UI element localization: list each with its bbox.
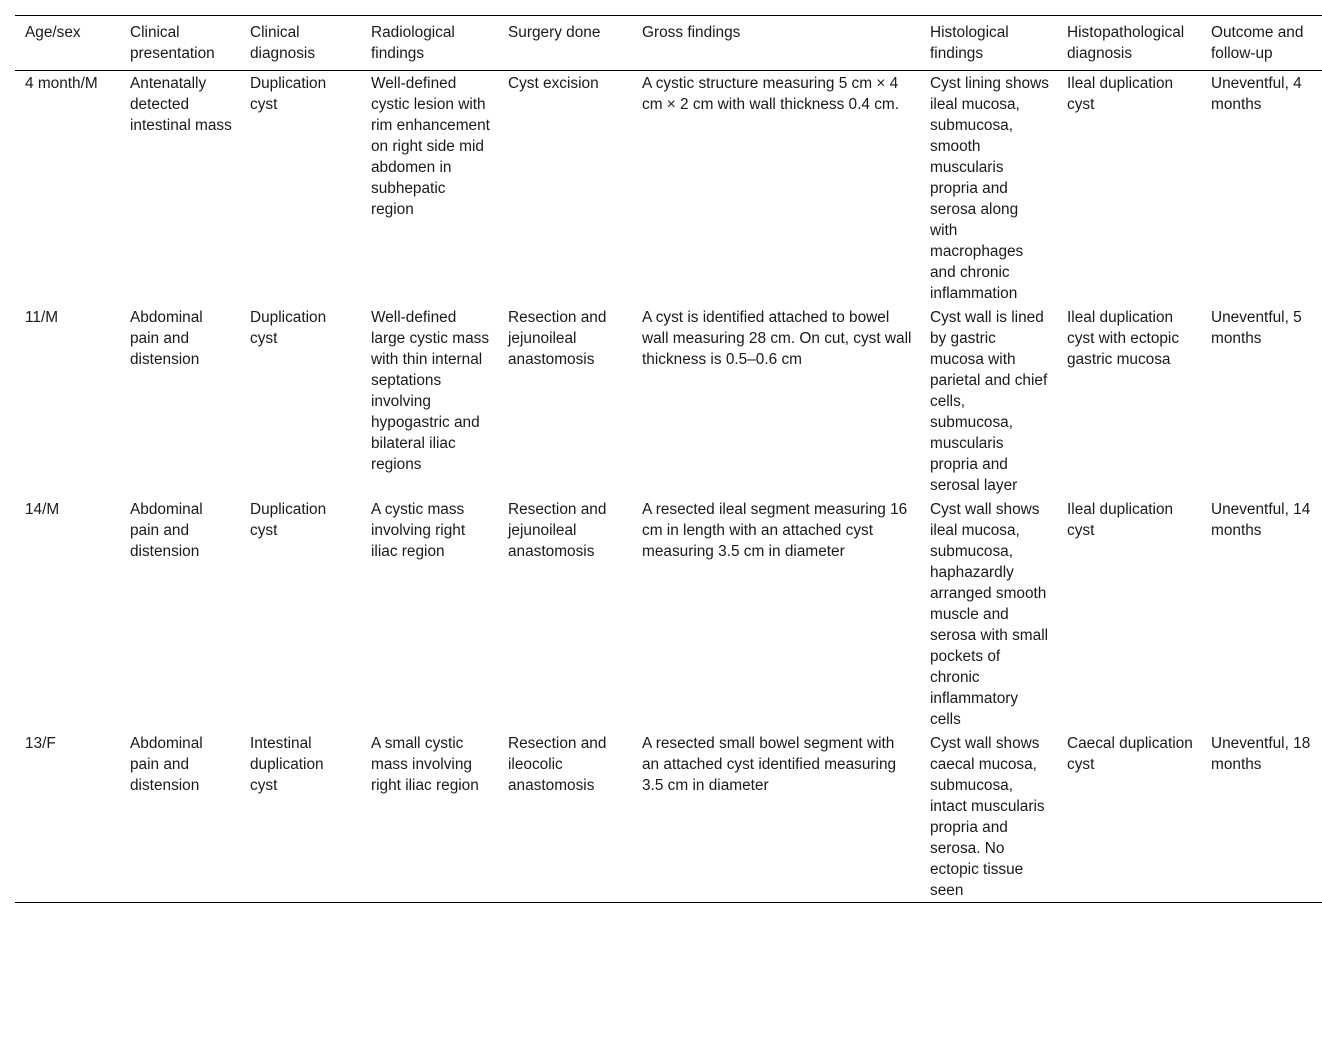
table-cell: A cystic structure measuring 5 cm × 4 cm × 2 cm with wall thickness 0.4 cm. [642, 75, 900, 113]
header-cell-gross-findings: Gross findings [642, 24, 741, 41]
table-cell: A cyst is identified attached to bowel wall measuring 28 cm. On cut, cyst wall thickness is 0.5–0.6 cm [642, 309, 912, 368]
table-cell: Antenatally detected intestinal mass [130, 75, 232, 134]
table-cell: Cyst wall is lined by gastric mucosa with parietal and chief cells, submucosa, muscularis propria and serosal layer [930, 309, 1048, 494]
header-cell-radiological-findings: Radiological findings [371, 24, 455, 62]
table-cell: Cyst excision [508, 75, 599, 92]
table-cell: Uneventful, 5 months [1211, 309, 1302, 347]
table-cell: Uneventful, 18 months [1211, 735, 1311, 773]
header-cell-histopathological-diagnosis: Histopathological diagnosis [1067, 24, 1185, 62]
table-cell: Uneventful, 4 months [1211, 75, 1302, 113]
table-cell: Abdominal pain and distension [130, 501, 203, 560]
table-cell: Abdominal pain and distension [130, 309, 203, 368]
table-cell: Well-defined cystic lesion with rim enhancement on right side mid abdomen in subhepatic region [371, 75, 490, 218]
table-row [15, 305, 1322, 497]
table-cell: A cystic mass involving right iliac region [371, 501, 466, 560]
table-cell: Duplication cyst [250, 75, 327, 113]
table-cell: Intestinal duplication cyst [250, 735, 324, 794]
table-row [15, 731, 1322, 903]
table-cell: 13/F [25, 735, 56, 752]
table-header [15, 16, 1322, 71]
table-cell: Well-defined large cystic mass with thin internal septations involving hypogastric and bilateral iliac regions [371, 309, 490, 473]
table-cell: Duplication cyst [250, 309, 327, 347]
header-cell-histological-findings: Histological findings [930, 24, 1009, 62]
header-row [15, 16, 1322, 71]
table-cell: 11/M [25, 309, 59, 326]
table-row [15, 71, 1322, 306]
table-cell: 14/M [25, 501, 60, 518]
table-container [15, 15, 1322, 903]
table-cell: Duplication cyst [250, 501, 327, 539]
table-cell: Cyst lining shows ileal mucosa, submucosa, smooth muscularis propria and serosa along with macrophages and chronic inflammation [930, 75, 1049, 302]
header-cell-clinical-diagnosis: Clinical diagnosis [250, 24, 316, 62]
table-cell: Uneventful, 14 months [1211, 501, 1311, 539]
table-cell: Resection and jejunoileal anastomosis [508, 501, 607, 560]
table-cell: 4 month/M [25, 75, 98, 92]
table-cell: Ileal duplication cyst [1067, 501, 1174, 539]
table-cell: A small cystic mass involving right iliac region [371, 735, 479, 794]
table-cell: A resected ileal segment measuring 16 cm in length with an attached cyst measuring 3.5 cm in diameter [642, 501, 908, 560]
header-cell-age-sex: Age/sex [25, 24, 81, 41]
table-row [15, 497, 1322, 731]
table-cell: A resected small bowel segment with an attached cyst identified measuring 3.5 cm in diameter [642, 735, 897, 794]
table-cell: Caecal duplication cyst [1067, 735, 1193, 773]
table-cell: Resection and jejunoileal anastomosis [508, 309, 607, 368]
header-cell-clinical-presentation: Clinical presentation [130, 24, 215, 62]
table-cell: Abdominal pain and distension [130, 735, 203, 794]
table-cell: Ileal duplication cyst with ectopic gastric mucosa [1067, 309, 1180, 368]
table-cell: Cyst wall shows caecal mucosa, submucosa, intact muscularis propria and serosa. No ectopic tissue seen [930, 735, 1045, 899]
table-cell: Resection and ileocolic anastomosis [508, 735, 607, 794]
table-cell: Cyst wall shows ileal mucosa, submucosa, haphazardly arranged smooth muscle and serosa with small pockets of chronic inflammatory cells [930, 501, 1049, 728]
header-cell-outcome: Outcome and follow-up [1211, 24, 1304, 62]
table-body [15, 71, 1322, 903]
header-cell-surgery-done: Surgery done [508, 24, 601, 41]
table-cell: Ileal duplication cyst [1067, 75, 1174, 113]
case-table [15, 15, 1322, 903]
